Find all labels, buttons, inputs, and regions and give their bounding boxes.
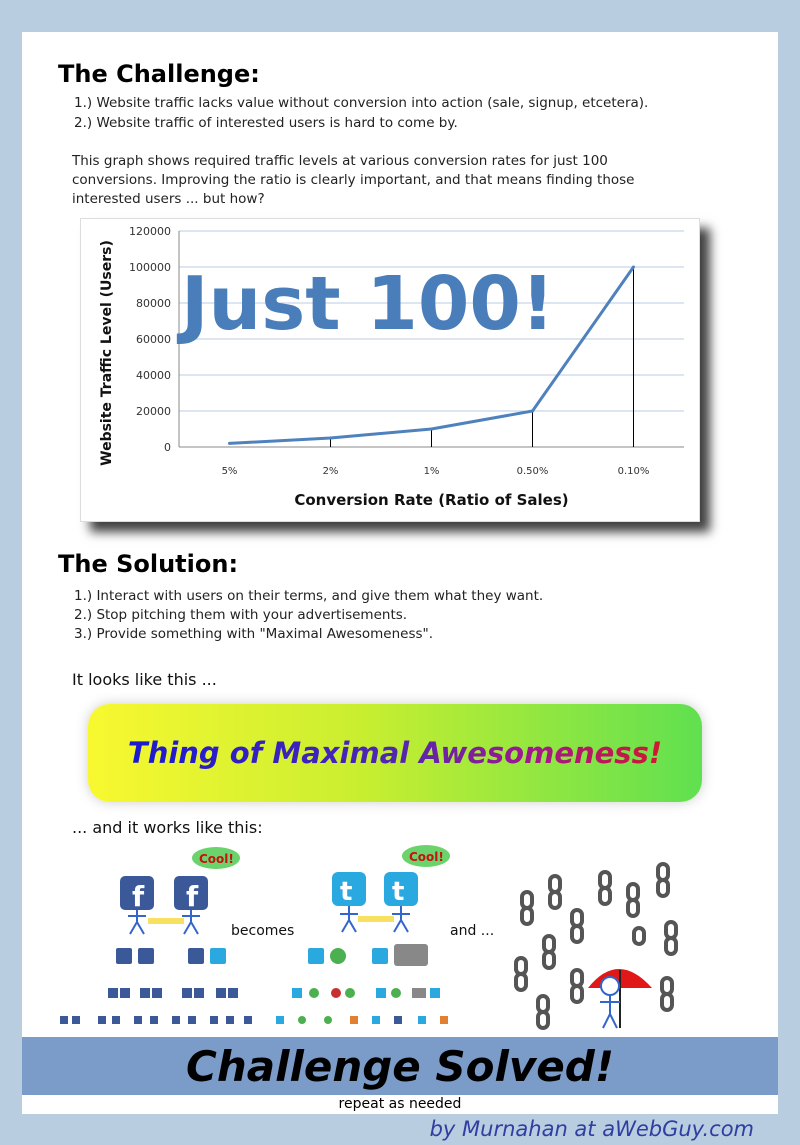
overlay-label: Just 100! <box>181 261 555 347</box>
y-tick-label: 80000 <box>136 297 171 310</box>
footer-title: Challenge Solved! <box>186 1041 614 1091</box>
looks-like-label: It looks like this ... <box>72 670 217 689</box>
y-tick-label: 60000 <box>136 333 171 346</box>
data-point <box>430 428 433 431</box>
solution-item: 3.) Provide something with "Maximal Awesomeness". <box>74 626 434 642</box>
challenge-item: 2.) Website traffic of interested users is hard to come by. <box>74 115 458 131</box>
y-tick-label: 20000 <box>136 405 171 418</box>
twitter-icon <box>384 872 418 907</box>
facebook-icon-row <box>60 948 252 1024</box>
author-credit: by Murnahan at aWebGuy.com <box>429 1117 754 1141</box>
data-point <box>632 266 635 269</box>
solution-list <box>74 587 543 644</box>
solution-item: 1.) Interact with users on their terms, and give them what they want. <box>74 588 544 604</box>
challenge-item: 1.) Website traffic lacks value without conversion into action (sale, signup, etcetera). <box>74 95 649 111</box>
cool-text: Cool! <box>199 852 234 866</box>
repeat-note: repeat as needed <box>338 1096 462 1112</box>
x-tick-label: 2% <box>322 466 339 477</box>
social-icon-row <box>276 944 448 1024</box>
data-point <box>329 437 332 440</box>
solution-item: 2.) Stop pitching them with your advertisements. <box>74 607 408 623</box>
chart-svg <box>81 219 701 523</box>
x-tick-label: 5% <box>221 466 238 477</box>
y-tick-label: 40000 <box>136 369 171 382</box>
twitter-users-illustration <box>272 844 472 1034</box>
svg-text:f: f <box>132 880 145 913</box>
facebook-icon <box>120 876 154 913</box>
svg-text:t: t <box>392 877 405 907</box>
facebook-icon <box>174 876 208 913</box>
becomes-label: becomes <box>231 923 295 939</box>
y-tick-label: 0 <box>164 441 171 454</box>
mini-banner <box>148 918 184 924</box>
challenge-list <box>74 93 648 133</box>
works-like-label: ... and it works like this: <box>72 818 263 837</box>
smiley-face-icon <box>601 977 619 995</box>
data-point <box>531 410 534 413</box>
x-tick-label: 1% <box>423 466 440 477</box>
twitter-icon <box>332 872 366 907</box>
challenge-solved-bar <box>22 1037 778 1095</box>
svg-text:t: t <box>340 877 353 907</box>
banner-text: Thing of Maximal Awesomeness! <box>127 736 663 770</box>
x-tick-label: 0.50% <box>516 466 549 477</box>
mini-banner <box>358 916 394 922</box>
chain-link-icons <box>516 864 676 1028</box>
awesomeness-banner <box>88 704 702 802</box>
and-more-label: and ... <box>450 923 495 939</box>
y-axis-title: Website Traffic Level (Users) <box>99 240 115 466</box>
solution-heading: The Solution: <box>58 550 239 578</box>
cool-text: Cool! <box>409 850 444 864</box>
y-tick-label: 100000 <box>129 261 171 274</box>
traffic-chart <box>80 218 700 522</box>
x-axis-title: Conversion Rate (Ratio of Sales) <box>294 491 569 509</box>
svg-text:f: f <box>186 880 199 913</box>
paragraph-line: interested users ... but how? <box>72 191 265 207</box>
challenge-paragraph <box>72 152 634 209</box>
y-tick-label: 120000 <box>129 225 171 238</box>
challenge-heading: The Challenge: <box>58 60 260 88</box>
x-tick-label: 0.10% <box>617 466 650 477</box>
document-page <box>22 32 778 1114</box>
data-point <box>228 442 231 445</box>
facebook-users-illustration <box>58 844 268 1034</box>
paragraph-line: conversions. Improving the ratio is clearly important, and that means finding those <box>72 172 635 188</box>
paragraph-line: This graph shows required traffic levels at various conversion rates for just 100 <box>72 153 608 169</box>
links-umbrella-illustration <box>508 858 698 1038</box>
